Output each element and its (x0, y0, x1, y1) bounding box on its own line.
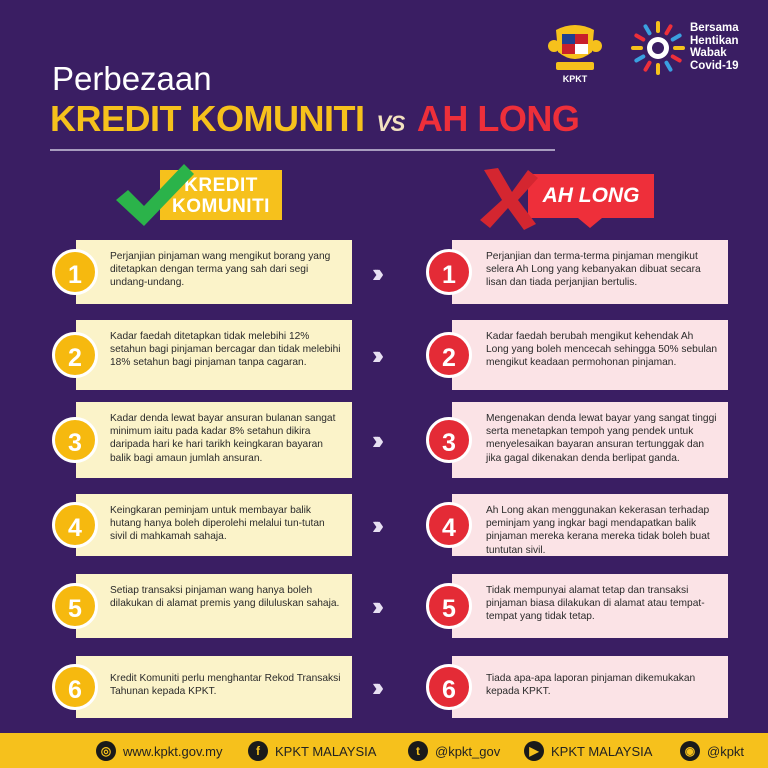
facebook-icon: f (248, 741, 268, 761)
kredit-text-4: Keingkaran peminjam untuk membayar balik hutang hanya boleh diperolehi melalui tun-tutan sivil di mahkamah sahaja. (110, 505, 325, 543)
ahlong-card-4 (452, 494, 728, 556)
arrow-icon-4: ››› (372, 510, 377, 540)
ahlong-number-1: 1 (426, 249, 472, 295)
checkmark-icon (112, 160, 196, 230)
footer-youtube[interactable] (524, 741, 652, 761)
website-link[interactable]: www.kpkt.gov.my (123, 743, 223, 759)
ahlong-text-3: Mengenakan denda lewat bayar yang sangat tinggi serta menetapkan tempoh yang pendek untuk menyelesaikan bayaran ansuran tertunggak dan jika gagal dikenakan denda berlipat ganda. (486, 413, 717, 464)
instagram-icon: ◉ (680, 741, 700, 761)
page-title-line2 (50, 98, 579, 140)
footer-instagram[interactable] (680, 741, 744, 761)
ahlong-card-5 (452, 574, 728, 638)
kredit-text-6: Kredit Komuniti perlu menghantar Rekod Transaksi Tahunan kepada KPKT. (110, 673, 341, 698)
ahlong-card-6 (452, 656, 728, 718)
kredit-text-1: Perjanjian pinjaman wang mengikut borang yang ditetapkan dengan terma yang sah dari segi undang-undang. (110, 251, 331, 289)
covid-line-1: Bersama (690, 22, 739, 34)
covid-line-2: Hentikan (690, 34, 739, 47)
twitter-link[interactable]: @kpkt_gov (435, 743, 501, 759)
instagram-link[interactable]: @kpkt (707, 743, 745, 759)
kredit-number-1: 1 (52, 249, 98, 295)
ahlong-text-1: Perjanjian dan terma-terma pinjaman mengikut selera Ah Long yang kebanyakan dibuat secara lisan dan tiada perjanjian bertulis. (486, 251, 701, 289)
ahlong-number-3: 3 (426, 417, 472, 463)
kredit-text-2: Kadar faedah ditetapkan tidak melebihi 12% setahun bagi pinjaman bercagar dan tidak melebihi 18% setahun bagi pinjaman tanpa cagaran. (110, 331, 341, 369)
ahlong-number-4: 4 (426, 502, 472, 548)
kredit-number-6: 6 (52, 664, 98, 710)
title-kredit-komuniti: KREDIT KOMUNITI (50, 98, 365, 139)
ahlong-card-3 (452, 402, 728, 478)
title-vs: VS (376, 111, 405, 136)
arrow-icon-6: ››› (372, 672, 377, 702)
ahlong-text-6: Tiada apa-apa laporan pinjaman dikemukakan kepada KPKT. (486, 673, 696, 698)
kredit-number-3: 3 (52, 417, 98, 463)
title-divider (50, 149, 555, 151)
kredit-card-5 (76, 574, 352, 638)
facebook-link[interactable]: KPKT MALAYSIA (275, 743, 377, 759)
arrow-icon-2: ››› (372, 340, 377, 370)
crest-label: KPKT (562, 74, 588, 84)
arrow-icon-3: ››› (372, 425, 377, 455)
covid-line-3: Wabak (690, 47, 727, 59)
ahlong-number-2: 2 (426, 332, 472, 378)
kredit-number-4: 4 (52, 502, 98, 548)
covid-campaign-icon (630, 20, 686, 76)
kredit-card-1 (76, 240, 352, 304)
twitter-icon: t (408, 741, 428, 761)
covid-campaign-text (690, 22, 762, 72)
footer-website[interactable] (96, 741, 222, 761)
arrow-icon-1: ››› (372, 258, 377, 288)
cross-icon (478, 166, 540, 232)
kredit-card-4 (76, 494, 352, 556)
ah-long-badge-tail (578, 218, 602, 228)
ahlong-text-5: Tidak mempunyai alamat tetap dan transaksi pinjaman biasa dilakukan di alamat atau tempat-tempat yang tidak tetap. (486, 585, 705, 623)
kredit-badge-line2: KOMUNITI (172, 196, 270, 217)
kredit-card-2 (76, 320, 352, 390)
title-ah-long: AH LONG (416, 98, 580, 139)
kredit-text-5: Setiap transaksi pinjaman wang hanya boleh dilakukan di alamat premis yang diluluskan sahaja. (110, 585, 340, 610)
kredit-text-3: Kadar denda lewat bayar ansuran bulanan sangat minimum iaitu pada kadar 8% setahun dikira daripada hari ke hari tarikh keingkaran bayaran balik bagi amaun jumlah ansuran. (110, 413, 336, 464)
globe-icon: ◎ (96, 741, 116, 761)
youtube-link[interactable]: KPKT MALAYSIA (551, 743, 653, 759)
covid-line-4: Covid-19 (690, 59, 739, 72)
ahlong-number-6: 6 (426, 664, 472, 710)
footer-twitter[interactable] (408, 741, 500, 761)
kredit-badge-line1: KREDIT (184, 175, 258, 196)
kredit-number-5: 5 (52, 583, 98, 629)
kredit-number-2: 2 (52, 332, 98, 378)
footer-facebook[interactable] (248, 741, 376, 761)
arrow-icon-5: ››› (372, 591, 377, 621)
ahlong-card-2 (452, 320, 728, 390)
kredit-card-6 (76, 656, 352, 718)
ahlong-text-2: Kadar faedah berubah mengikut kehendak Ah Long yang boleh mencecah sehingga 50% sebulan mengikut keadaan permohonan pinjaman. (486, 331, 718, 369)
ah-long-badge: AH LONG (528, 174, 654, 218)
ahlong-text-4: Ah Long akan menggunakan kekerasan terhadap peminjam yang ingkar bagi mendapatkan balik pinjaman mereka kerana mereka tidak boleh buat tuntutan sivil. (486, 505, 710, 556)
youtube-icon: ▶ (524, 741, 544, 761)
kredit-card-3 (76, 402, 352, 478)
ahlong-number-5: 5 (426, 583, 472, 629)
social-footer (0, 733, 768, 768)
page-title-line1: Perbezaan (52, 60, 212, 97)
ahlong-card-1 (452, 240, 728, 304)
